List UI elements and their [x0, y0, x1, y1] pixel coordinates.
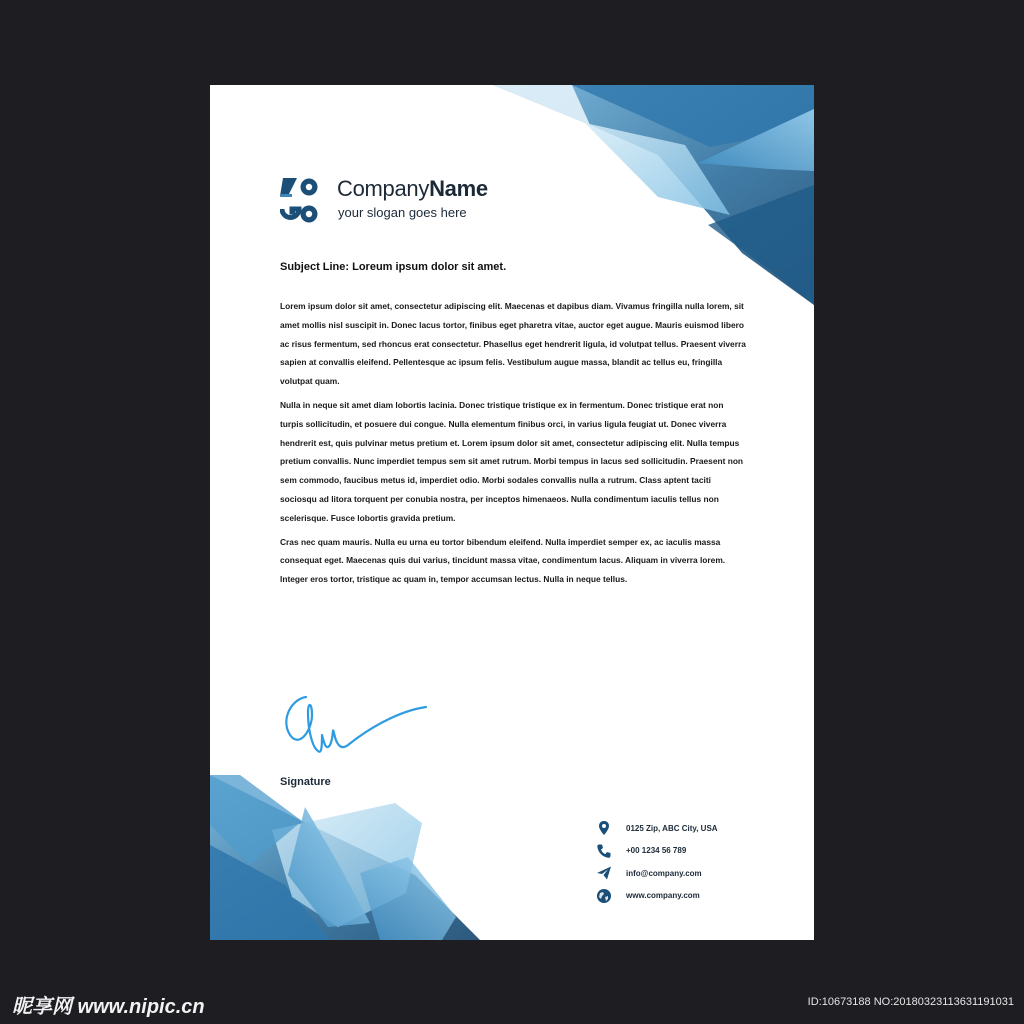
watermark-site: 昵享网 www.nipic.cn	[12, 996, 205, 1018]
globe-icon	[596, 888, 612, 904]
location-pin-icon	[596, 820, 612, 836]
contact-info	[596, 817, 796, 907]
contact-phone	[596, 840, 796, 863]
handwritten-signature	[278, 685, 438, 765]
body-paragraph: Cras nec quam mauris. Nulla eu urna eu tortor bibendum eleifend. Nulla imperdiet semper ex, ac iaculis massa consequat eget. Maecenas quis dui varius, tincidunt massa vitae, condimentum lacus. Aliquam in viverra lorem. Integer eros tortor, tristique ac quam in, tempor accumsan lectus. Nulla in neque tellus.	[280, 536, 726, 585]
company-name: CompanyName	[337, 176, 488, 201]
company-slogan: your slogan goes here	[338, 205, 467, 220]
letter-body	[280, 297, 748, 594]
letterhead-page	[210, 85, 814, 940]
signature-label: Signature	[280, 776, 331, 788]
body-paragraph: Nulla in neque sit amet diam lobortis lacinia. Donec tristique tristique ex in fermentum. Donec tristique erat non turpis sollicitudin, et posuere dui congue. Nulla elementum finibus orci, in varius ligula feugiat ut. Donec viverra hendrerit est, quis pulvinar metus pretium et. Lorem ipsum dolor sit amet, consectetur adipiscing elit. Nulla tempus pretium convallis. Nunc imperdiet tempus sem sit amet rutrum. Morbi tempus in lacus sed sollicitudin. Praesent non sem commodo, faucibus metus id, imperdiet odio. Morbi sodales convallis nulla a rutrum. Class aptent taciti sociosqu ad litora torquent per conubia nostra, per inceptos himenaeos. Nulla condimentum iaculis tellus non scelerisque. Fusce lobortis gravida pretium.	[280, 399, 744, 523]
contact-email	[596, 862, 796, 885]
email-text: info@company.com	[626, 868, 702, 878]
company-logo	[280, 178, 320, 224]
website-text: www.company.com	[626, 891, 700, 901]
subject-line: Subject Line: Loreum ipsum dolor sit amet.	[280, 261, 507, 273]
address-text: 0125 Zip, ABC City, USA	[626, 823, 718, 833]
paper-plane-icon	[596, 865, 612, 881]
watermark-id: ID:10673188 NO:20180323113631191031	[807, 996, 1014, 1008]
body-paragraph: Lorem ipsum dolor sit amet, consectetur adipiscing elit. Maecenas et dapibus diam. Vivamus fringilla nulla lorem, sit amet mollis nisl suscipit in. Donec lacus tortor, finibus eget pharetra vitae, auctor eget augue. Mauris euismod libero ac risus fermentum, sed rhoncus erat consectetur. Phasellus eget hendrerit ligula, id volutpat tellus. Praesent viverra sapien at convallis eleifend. Pellentesque ac ipsum felis. Vestibulum augue massa, blandit ac tellus eu, fringilla volutpat quam.	[280, 301, 746, 387]
contact-website	[596, 885, 796, 908]
phone-icon	[596, 843, 612, 859]
phone-text: +00 1234 56 789	[626, 846, 687, 856]
contact-address	[596, 817, 796, 840]
